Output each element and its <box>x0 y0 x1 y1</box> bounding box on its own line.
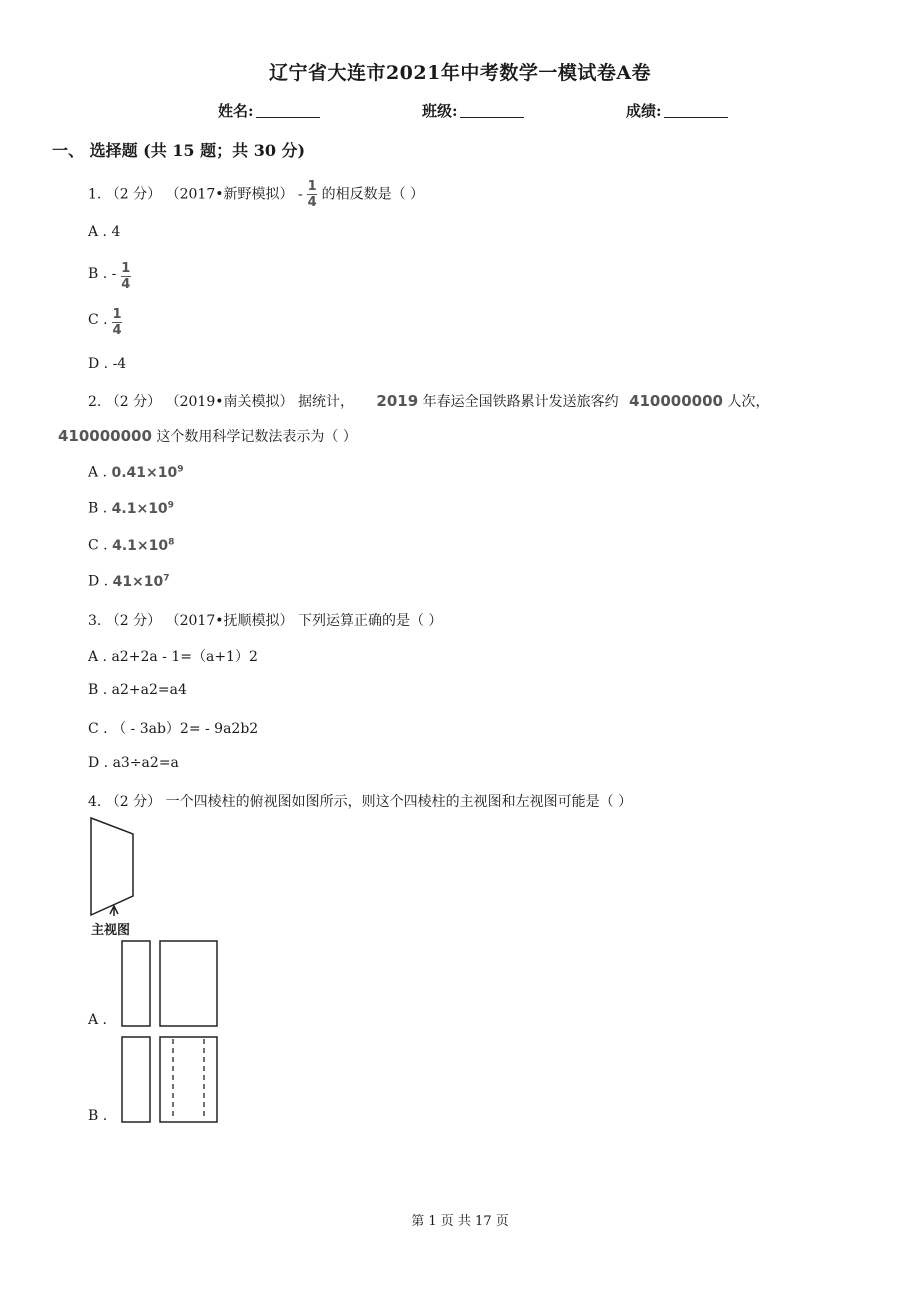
sci-notation <box>111 465 183 481</box>
option-label: B . <box>88 500 108 517</box>
q2-option-d <box>88 573 170 590</box>
question-2-line2 <box>58 426 357 446</box>
q3-option-c: C . （ - 3ab）2= - 9a2b2 <box>88 721 259 737</box>
q2-stem-b: 年春运全国铁路累计发送旅客约 <box>422 394 619 410</box>
q1-stem-end: 的相反数是（ ） <box>321 186 425 203</box>
question-3: 3. （2 分） （2017•抚顺模拟） 下列运算正确的是（ ） <box>88 613 443 629</box>
name-field <box>218 100 320 121</box>
sci-notation <box>112 501 174 517</box>
side-view-rect <box>122 1037 150 1122</box>
name-blank[interactable] <box>256 103 320 118</box>
sci-notation <box>113 574 170 590</box>
side-view-rect <box>122 941 150 1026</box>
class-field <box>422 100 524 121</box>
sci-base: 41×10 <box>112 573 164 590</box>
fraction <box>121 262 131 291</box>
q1-option-d: D . -4 <box>88 356 127 372</box>
q4-option-b-figure <box>118 1034 222 1126</box>
passenger-count: 410000000 <box>629 392 723 410</box>
sci-base: 4.1×10 <box>111 500 168 517</box>
q4-option-a-label: A . <box>88 1012 108 1028</box>
name-label: 姓名: <box>218 102 254 120</box>
sci-base: 0.41×10 <box>111 464 178 481</box>
score-label: 成绩: <box>626 102 662 120</box>
q3-option-b: B . a2+a2=a4 <box>88 682 187 698</box>
class-label: 班级: <box>422 102 458 120</box>
question-2 <box>88 391 769 411</box>
q1-option-b <box>88 262 131 291</box>
q1-option-a: A . 4 <box>88 224 121 240</box>
year-value: 2019 <box>376 392 419 410</box>
option-label: D . <box>88 573 109 590</box>
denominator: 4 <box>112 323 122 338</box>
q2-stem-d: 这个数用科学记数法表示为（ ） <box>156 429 357 445</box>
question-4: 4. （2 分） 一个四棱柱的俯视图如图所示，则这个四棱柱的主视图和左视图可能是（ ） <box>88 794 633 810</box>
option-label: C . <box>88 537 108 554</box>
score-blank[interactable] <box>664 103 728 118</box>
q3-option-a: A . a2+2a - 1=（a+1）2 <box>88 649 258 665</box>
page-title: 辽宁省大连市2021年中考数学一模试卷A卷 <box>268 62 652 84</box>
question-1 <box>88 180 424 209</box>
q2-option-c <box>88 537 174 554</box>
front-view-rect <box>160 941 217 1026</box>
sci-exponent: 9 <box>167 500 174 510</box>
page-footer: 第 1 页 共 17 页 <box>411 1214 509 1229</box>
option-label: A . <box>88 464 108 481</box>
sci-notation <box>112 538 174 554</box>
q2-stem-a: 2. （2 分） （2019•南关模拟） 据统计， <box>88 394 354 410</box>
fraction <box>112 308 122 337</box>
numerator: 1 <box>121 261 131 276</box>
q2-option-b <box>88 500 174 517</box>
front-view-rect <box>160 1037 217 1122</box>
figure-label: 主视图 <box>91 923 131 938</box>
numerator: 1 <box>307 179 317 194</box>
denominator: 4 <box>121 277 131 292</box>
sci-exponent: 7 <box>163 573 170 583</box>
fraction <box>307 180 317 209</box>
q3-option-d: D . a3÷a2=a <box>88 755 179 771</box>
q1-option-c <box>88 308 122 337</box>
q2-stem-c: 人次， <box>727 394 770 410</box>
score-field <box>626 100 728 121</box>
option-label: C . <box>88 312 108 328</box>
sci-exponent: 8 <box>168 537 175 547</box>
option-label: B . - <box>88 266 117 282</box>
class-blank[interactable] <box>460 103 524 118</box>
denominator: 4 <box>307 195 317 210</box>
section-heading: 一、 选择题 (共 15 题；共 30 分) <box>52 141 306 160</box>
q1-stem-start: 1. （2 分） （2017•新野模拟） - <box>88 186 303 203</box>
q2-option-a <box>88 464 184 481</box>
passenger-count: 410000000 <box>58 427 152 445</box>
q4-option-b-label: B . <box>88 1108 108 1124</box>
numerator: 1 <box>112 307 122 322</box>
sci-base: 4.1×10 <box>112 537 169 554</box>
q4-option-a-figure <box>118 938 222 1030</box>
trapezoid-shape <box>91 818 133 915</box>
sci-exponent: 9 <box>177 464 184 474</box>
